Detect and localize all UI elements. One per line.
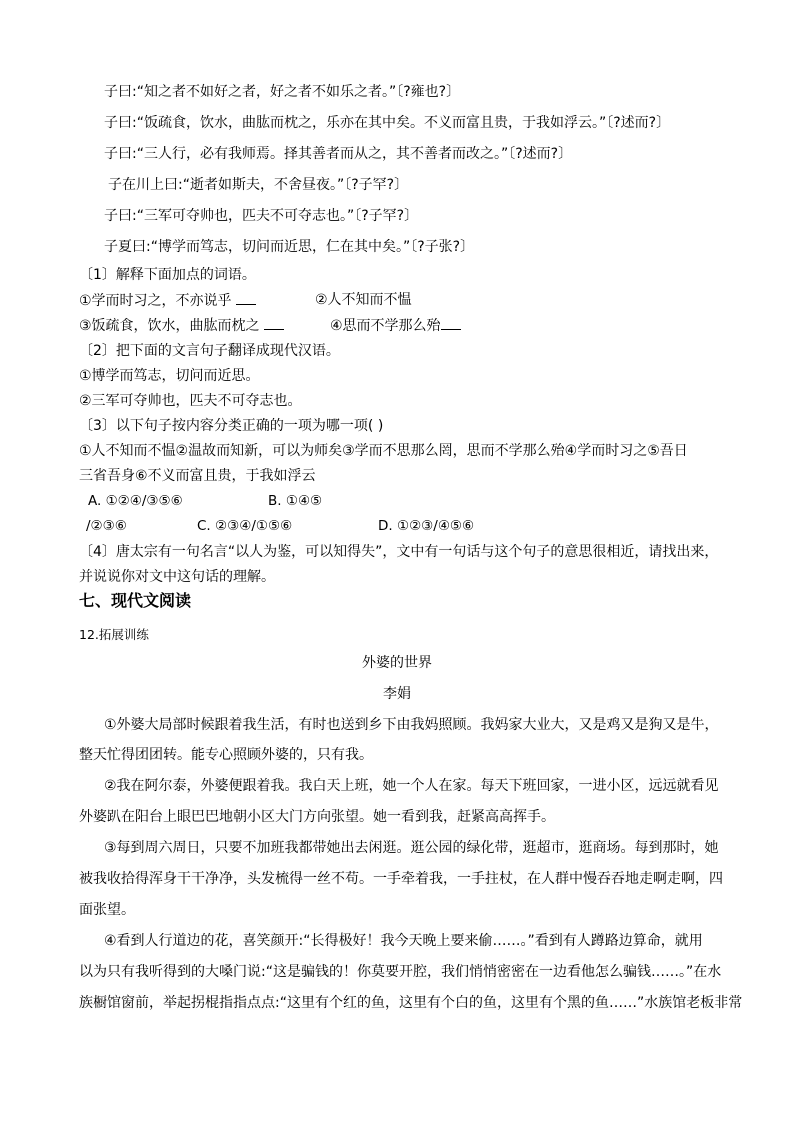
- question-1-title: 〔1〕解释下面加点的词语。: [79, 267, 256, 283]
- paragraph-line: ③每到周六周日，只要不加班我都带她出去闲逛。逛公园的绿化带，逛超市，逛商场。每到那时，她: [104, 840, 719, 856]
- article-author: 李娟: [383, 686, 411, 702]
- paragraph-line: 面张望。: [79, 902, 135, 918]
- question-1-item-4: ④思而不学那么殆: [330, 318, 441, 334]
- quote-line: 子曰:“三军可夺帅也，匹夫不可夺志也。”〔?子罕?〕: [104, 208, 419, 224]
- question-2-item-1: ①博学而笃志，切问而近思。: [79, 368, 260, 384]
- section-heading: 七、现代文阅读: [79, 591, 192, 610]
- question-2-title: 〔2〕把下面的文言句子翻译成现代汉语。: [79, 343, 340, 359]
- question-1-item-1: ①学而时习之，不亦说乎: [79, 293, 232, 309]
- question-1-item: [79, 291, 256, 310]
- question-1-item: [79, 316, 284, 335]
- exercise-label: 12.拓展训练: [79, 627, 149, 642]
- answer-blank[interactable]: [264, 316, 284, 330]
- question-1-item-2: ②人不知而不愠: [315, 292, 412, 308]
- option-b[interactable]: B. ①④⑤: [268, 493, 323, 509]
- question-1-item-3: ③饭疏食，饮水，曲肱而枕之: [79, 318, 260, 334]
- quote-line: 子在川上曰:“逝者如斯夫，不舍昼夜。”〔?子罕?〕: [108, 177, 409, 193]
- option-a[interactable]: A. ①②④/③⑤⑥: [88, 493, 183, 509]
- paragraph-line: 以为只有我听得到的大嗓门说:“这是骗钱的！你莫要开腔，我们悄悄密密在一边看他怎么骗钱……。”在水: [79, 964, 722, 980]
- paragraph-line: ④看到人行道边的花，喜笑颜开:“长得极好！我今天晚上要来偷……。”看到有人蹲路边算命，就用: [104, 933, 703, 949]
- paragraph-line: ②我在阿尔泰，外婆便跟着我。我白天上班，她一个人在家。每天下班回家，一进小区，远远就看见: [104, 778, 719, 794]
- option-b-continued: /②③⑥: [86, 518, 127, 534]
- answer-blank[interactable]: [441, 316, 461, 330]
- question-4-line: 并说说你对文中这句话的理解。: [79, 569, 275, 585]
- paragraph-line: 外婆趴在阳台上眼巴巴地朝小区大门方向张望。她一看到我，赶紧高高挥手。: [79, 809, 555, 825]
- paragraph-line: 族橱馆窗前，举起拐棍指指点点:“这里有个红的鱼，这里有个白的鱼，这里有个黑的鱼……”水族馆老板非常: [79, 995, 743, 1011]
- paragraph-line: 被我收拾得浑身干干净净，头发梳得一丝不苟。一手牵着我，一手拄杖，在人群中慢吞吞地走啊走啊，四: [79, 871, 723, 887]
- quote-line: 子曰:“饭疏食，饮水，曲肱而枕之，乐亦在其中矣。不义而富且贵，于我如浮云。”〔?述而?〕: [104, 115, 671, 131]
- quote-line: 子曰:“三人行，必有我师焉。择其善者而从之，其不善者而改之。”〔?述而?〕: [104, 146, 573, 162]
- answer-blank[interactable]: [236, 291, 256, 305]
- question-3-line: ①人不知而不愠②温故而知新，可以为师矣③学而不思那么罔，思而不学那么殆④学而时习之⑤吾日: [79, 443, 688, 459]
- paragraph-line: ①外婆大局部时候跟着我生活，有时也送到乡下由我妈照顾。我妈家大业大，又是鸡又是狗又是牛，: [104, 717, 719, 733]
- quote-line: 子曰:“知之者不如好之者，好之者不如乐之者。”〔?雍也?〕: [104, 84, 461, 100]
- quote-line: 子夏曰:“博学而笃志，切问而近思，仁在其中矣。”〔?子张?〕: [104, 239, 475, 255]
- paragraph-line: 整天忙得团团转。能专心照顾外婆的，只有我。: [79, 747, 373, 763]
- option-d[interactable]: D. ①②③/④⑤⑥: [378, 518, 475, 534]
- question-2-item-2: ②三军可夺帅也，匹夫不可夺志也。: [79, 393, 302, 409]
- option-c[interactable]: C. ②③④/①⑤⑥: [197, 518, 293, 534]
- question-4-line: 〔4〕唐太宗有一句名言“以人为鉴，可以知得失”，文中有一句话与这个句子的意思很相近，请找出来，: [79, 544, 719, 560]
- question-3-line: 三省吾身⑥不义而富且贵，于我如浮云: [79, 468, 316, 484]
- question-1-item: [330, 316, 461, 335]
- question-3-title: 〔3〕以下句子按内容分类正确的一项为哪一项( ): [79, 418, 384, 434]
- article-title: 外婆的世界: [362, 655, 432, 671]
